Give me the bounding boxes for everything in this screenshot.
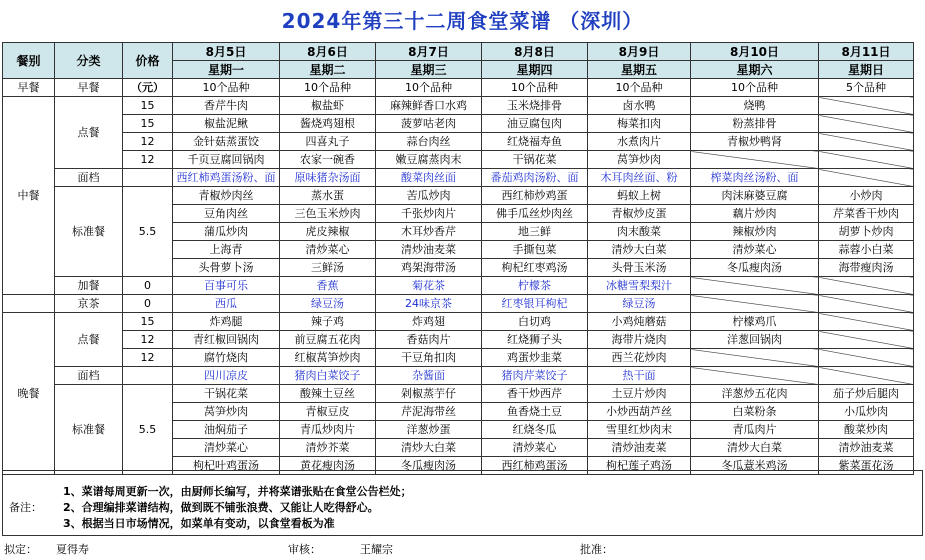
- price-cell: [123, 169, 173, 187]
- price-cell: [123, 367, 173, 385]
- day-cell: 蒜台肉丝: [376, 133, 482, 151]
- price-cell: 5.5: [123, 385, 173, 475]
- day-cell: 10个品种: [280, 79, 376, 97]
- menu-table: [2, 42, 914, 475]
- day-cell: 青椒炒鸭肾: [691, 133, 819, 151]
- price-cell: （元）: [123, 79, 173, 97]
- day-cell: 5个品种: [819, 79, 914, 97]
- category-label: 标准餐: [55, 187, 123, 277]
- day-cell: 冰糖雪梨梨汁: [588, 277, 691, 295]
- day-cell: [819, 133, 914, 151]
- category-label: 点餐: [55, 97, 123, 169]
- table-row: [3, 43, 914, 61]
- day-cell: 24味京茶: [376, 295, 482, 313]
- date-header: 8月11日: [819, 43, 914, 61]
- day-cell: 青瓜肉片: [691, 421, 819, 439]
- day-cell: 绿豆汤: [588, 295, 691, 313]
- day-cell: 清炒菜心: [280, 241, 376, 259]
- day-cell: 番茄鸡肉汤粉、面: [482, 169, 588, 187]
- day-cell: 白菜粉条: [691, 403, 819, 421]
- day-cell: [819, 277, 914, 295]
- category-label: 点餐: [55, 313, 123, 367]
- day-cell: 腐竹烧肉: [173, 349, 280, 367]
- day-cell: 青椒炒肉丝: [173, 187, 280, 205]
- day-cell: 青椒炒皮蛋: [588, 205, 691, 223]
- day-cell: 清炒菜心: [482, 439, 588, 457]
- day-cell: 西瓜: [173, 295, 280, 313]
- price-cell: 15: [123, 97, 173, 115]
- day-cell: 清炒大白菜: [588, 241, 691, 259]
- day-cell: 菠萝咕老肉: [376, 115, 482, 133]
- notes-list: [63, 484, 412, 532]
- price-header: 价格: [123, 43, 173, 79]
- day-cell: 清炒大白菜: [691, 439, 819, 457]
- day-cell: 西红柿鸡蛋汤粉、面: [173, 169, 280, 187]
- day-cell: 油焖茄子: [173, 421, 280, 439]
- day-cell: [819, 295, 914, 313]
- day-cell: 金针菇蒸蛋饺: [173, 133, 280, 151]
- day-cell: [819, 313, 914, 331]
- category-label: 京茶: [55, 295, 123, 313]
- day-cell: 椒盐泥鳅: [173, 115, 280, 133]
- day-cell: 清炒菜心: [691, 241, 819, 259]
- meal-header: 餐别: [3, 43, 55, 79]
- day-cell: 蒜蓉小白菜: [819, 241, 914, 259]
- price-cell: 5.5: [123, 187, 173, 277]
- page-title: 2024年第三十二周食堂菜谱 （深圳）: [281, 9, 644, 33]
- day-cell: 手撕包菜: [482, 241, 588, 259]
- day-cell: 10个品种: [588, 79, 691, 97]
- day-cell: 蒸水蛋: [280, 187, 376, 205]
- day-cell: 鱼香烧土豆: [482, 403, 588, 421]
- day-cell: [819, 115, 914, 133]
- day-cell: 洋葱炒蛋: [376, 421, 482, 439]
- day-cell: 莴笋炒肉: [588, 151, 691, 169]
- day-cell: 百事可乐: [173, 277, 280, 295]
- day-cell: 芹菜香干炒肉: [819, 205, 914, 223]
- price-cell: 0: [123, 277, 173, 295]
- day-cell: 千页豆腐回锅肉: [173, 151, 280, 169]
- weekday-header: 星期四: [482, 61, 588, 79]
- day-cell: 剁椒蒸芋仔: [376, 385, 482, 403]
- day-cell: 藕片炒肉: [691, 205, 819, 223]
- day-cell: 红枣银耳枸杞: [482, 295, 588, 313]
- meal-label: 中餐: [3, 97, 55, 295]
- day-cell: 佛手瓜丝炒肉丝: [482, 205, 588, 223]
- day-cell: 麻辣鲜香口水鸡: [376, 97, 482, 115]
- day-cell: 豆角肉丝: [173, 205, 280, 223]
- day-cell: 肉末酸菜: [588, 223, 691, 241]
- day-cell: 玉米烧排骨: [482, 97, 588, 115]
- price-cell: 12: [123, 331, 173, 349]
- draft-name: 夏得寿: [56, 543, 89, 556]
- day-cell: 冬瓜瘦肉汤: [376, 457, 482, 475]
- notes-box: [2, 470, 923, 536]
- table-row: [3, 385, 914, 403]
- day-cell: 清炒油麦菜: [819, 439, 914, 457]
- weekday-header: 星期三: [376, 61, 482, 79]
- day-cell: [819, 151, 914, 169]
- day-cell: 10个品种: [691, 79, 819, 97]
- day-cell: [819, 331, 914, 349]
- day-cell: 干豆角扣肉: [376, 349, 482, 367]
- day-cell: 10个品种: [173, 79, 280, 97]
- approve-label: 批准：: [580, 543, 613, 556]
- note-line: 2、合理编排菜谱结构，做到既不铺张浪费、又能让人吃得舒心。: [63, 501, 379, 514]
- day-cell: 酸菜炒肉: [819, 421, 914, 439]
- day-cell: 酸辣土豆丝: [280, 385, 376, 403]
- day-cell: 榨菜肉丝汤粉、面: [691, 169, 819, 187]
- day-cell: 地三鲜: [482, 223, 588, 241]
- day-cell: 10个品种: [376, 79, 482, 97]
- price-cell: 12: [123, 151, 173, 169]
- date-header: 8月7日: [376, 43, 482, 61]
- day-cell: 香芹牛肉: [173, 97, 280, 115]
- day-cell: 辣椒炒肉: [691, 223, 819, 241]
- price-cell: 15: [123, 313, 173, 331]
- day-cell: 芹泥海带丝: [376, 403, 482, 421]
- day-cell: [819, 367, 914, 385]
- day-cell: 水煮肉片: [588, 133, 691, 151]
- date-header: 8月9日: [588, 43, 691, 61]
- day-cell: 原味猪杂汤面: [280, 169, 376, 187]
- meal-label: 晚餐: [3, 313, 55, 475]
- review-name: 王耀宗: [360, 543, 393, 556]
- day-cell: [691, 367, 819, 385]
- category-label: 加餐: [55, 277, 123, 295]
- day-cell: 蚂蚁上树: [588, 187, 691, 205]
- day-cell: 千张炒肉片: [376, 205, 482, 223]
- day-cell: 香蕉: [280, 277, 376, 295]
- weekday-header: 星期六: [691, 61, 819, 79]
- day-cell: 冬瓜薏米鸡汤: [691, 457, 819, 475]
- weekday-header: 星期一: [173, 61, 280, 79]
- day-cell: 海带瘦肉汤: [819, 259, 914, 277]
- table-row: [3, 295, 914, 313]
- category-label: 标准餐: [55, 385, 123, 475]
- day-cell: 红烧福寿鱼: [482, 133, 588, 151]
- meal-label: 早餐: [3, 79, 55, 97]
- day-cell: 酱烧鸡翅根: [280, 115, 376, 133]
- day-cell: 肉沫麻婆豆腐: [691, 187, 819, 205]
- day-cell: 菊花茶: [376, 277, 482, 295]
- day-cell: 西兰花炒肉: [588, 349, 691, 367]
- day-cell: 苦瓜炒肉: [376, 187, 482, 205]
- day-cell: 鸡蛋炒韭菜: [482, 349, 588, 367]
- day-cell: 木耳肉丝面、粉: [588, 169, 691, 187]
- day-cell: 烧鸭: [691, 97, 819, 115]
- date-header: 8月8日: [482, 43, 588, 61]
- day-cell: 洋葱炒五花肉: [691, 385, 819, 403]
- day-cell: 黄花瘦肉汤: [280, 457, 376, 475]
- day-cell: 枸杞莲子鸡汤: [588, 457, 691, 475]
- day-cell: 西红柿炒鸡蛋: [482, 187, 588, 205]
- day-cell: 清炒芥菜: [280, 439, 376, 457]
- day-cell: 四川凉皮: [173, 367, 280, 385]
- day-cell: 红烧冬瓜: [482, 421, 588, 439]
- day-cell: 红椒莴笋炒肉: [280, 349, 376, 367]
- day-cell: 炸鸡翅: [376, 313, 482, 331]
- day-cell: [819, 349, 914, 367]
- category-label: 早餐: [55, 79, 123, 97]
- day-cell: 农家一碗香: [280, 151, 376, 169]
- day-cell: 油豆腐包肉: [482, 115, 588, 133]
- day-cell: 粉蒸排骨: [691, 115, 819, 133]
- table-row: [3, 367, 914, 385]
- day-cell: [691, 277, 819, 295]
- day-cell: 头骨萝卜汤: [173, 259, 280, 277]
- table-row: [3, 187, 914, 205]
- day-cell: 辣子鸡: [280, 313, 376, 331]
- day-cell: 小炒西葫芦丝: [588, 403, 691, 421]
- day-cell: 梅菜扣肉: [588, 115, 691, 133]
- day-cell: 嫩豆腐蒸肉末: [376, 151, 482, 169]
- date-header: 8月6日: [280, 43, 376, 61]
- weekday-header: 星期五: [588, 61, 691, 79]
- category-header: 分类: [55, 43, 123, 79]
- note-line: 3、根据当日市场情况，如菜单有变动，以食堂看板为准: [63, 517, 335, 530]
- day-cell: 鸡架海带汤: [376, 259, 482, 277]
- day-cell: 四喜丸子: [280, 133, 376, 151]
- table-row: [3, 313, 914, 331]
- day-cell: [691, 151, 819, 169]
- draft-label: 拟定：: [4, 543, 37, 556]
- day-cell: 10个品种: [482, 79, 588, 97]
- day-cell: 酸菜肉丝面: [376, 169, 482, 187]
- weekday-header: 星期二: [280, 61, 376, 79]
- day-cell: [691, 295, 819, 313]
- day-cell: 冬瓜瘦肉汤: [691, 259, 819, 277]
- day-cell: 洋葱回锅肉: [691, 331, 819, 349]
- date-header: 8月5日: [173, 43, 280, 61]
- day-cell: 小瓜炒肉: [819, 403, 914, 421]
- day-cell: 头骨玉米汤: [588, 259, 691, 277]
- day-cell: 西红柿鸡蛋汤: [482, 457, 588, 475]
- day-cell: 三鲜汤: [280, 259, 376, 277]
- date-header: 8月10日: [691, 43, 819, 61]
- day-cell: 青红椒回锅肉: [173, 331, 280, 349]
- table-row: [3, 349, 914, 367]
- day-cell: [819, 97, 914, 115]
- signature-footer: [0, 540, 925, 560]
- day-cell: 青椒豆皮: [280, 403, 376, 421]
- price-cell: 0: [123, 295, 173, 313]
- day-cell: 清炒大白菜: [376, 439, 482, 457]
- day-cell: 前豆腐五花肉: [280, 331, 376, 349]
- day-cell: 莴笋炒肉: [173, 403, 280, 421]
- table-row: [3, 169, 914, 187]
- day-cell: 椒盐虾: [280, 97, 376, 115]
- weekday-header: 星期日: [819, 61, 914, 79]
- review-label: 审核：: [288, 543, 321, 556]
- day-cell: 青瓜炒肉片: [280, 421, 376, 439]
- category-label: 面档: [55, 367, 123, 385]
- day-cell: 香干炒西芹: [482, 385, 588, 403]
- day-cell: 清炒油麦菜: [376, 241, 482, 259]
- day-cell: 猪肉白菜饺子: [280, 367, 376, 385]
- day-cell: [819, 169, 914, 187]
- price-cell: 12: [123, 349, 173, 367]
- day-cell: 绿豆汤: [280, 295, 376, 313]
- table-row: [3, 151, 914, 169]
- day-cell: 猪肉芹菜饺子: [482, 367, 588, 385]
- day-cell: 土豆片炒肉: [588, 385, 691, 403]
- day-cell: 清炒菜心: [173, 439, 280, 457]
- day-cell: 干锅花菜: [482, 151, 588, 169]
- day-cell: 木耳炒香芹: [376, 223, 482, 241]
- day-cell: 香菇肉片: [376, 331, 482, 349]
- note-line: 1、菜谱每周更新一次，由厨师长编写，并将菜谱张贴在食堂公告栏处；: [63, 485, 412, 498]
- day-cell: 三色玉米炒肉: [280, 205, 376, 223]
- price-cell: 12: [123, 133, 173, 151]
- day-cell: 白切鸡: [482, 313, 588, 331]
- day-cell: 干锅花菜: [173, 385, 280, 403]
- day-cell: 小炒肉: [819, 187, 914, 205]
- day-cell: 虎皮辣椒: [280, 223, 376, 241]
- table-row: [3, 331, 914, 349]
- table-row: [3, 277, 914, 295]
- day-cell: 枸杞红枣鸡汤: [482, 259, 588, 277]
- table-row: [3, 79, 914, 97]
- day-cell: 热干面: [588, 367, 691, 385]
- notes-label: 备注：: [9, 501, 42, 514]
- day-cell: 卤水鸭: [588, 97, 691, 115]
- day-cell: 雪里红炒肉末: [588, 421, 691, 439]
- meal-label: [3, 295, 55, 313]
- day-cell: 枸杞叶鸡蛋汤: [173, 457, 280, 475]
- table-row: [3, 115, 914, 133]
- table-row: [3, 133, 914, 151]
- day-cell: 茄子炒后腿肉: [819, 385, 914, 403]
- day-cell: 柠檬茶: [482, 277, 588, 295]
- day-cell: 柠檬鸡爪: [691, 313, 819, 331]
- day-cell: [691, 349, 819, 367]
- price-cell: 15: [123, 115, 173, 133]
- table-row: [3, 97, 914, 115]
- day-cell: 蒲瓜炒肉: [173, 223, 280, 241]
- day-cell: 炸鸡腿: [173, 313, 280, 331]
- day-cell: 上海青: [173, 241, 280, 259]
- day-cell: 小鸡炖蘑菇: [588, 313, 691, 331]
- day-cell: 海带片烧肉: [588, 331, 691, 349]
- day-cell: 紫菜蛋花汤: [819, 457, 914, 475]
- day-cell: 胡萝卜炒肉: [819, 223, 914, 241]
- category-label: 面档: [55, 169, 123, 187]
- day-cell: 红烧狮子头: [482, 331, 588, 349]
- day-cell: 清炒油麦菜: [588, 439, 691, 457]
- day-cell: 杂酱面: [376, 367, 482, 385]
